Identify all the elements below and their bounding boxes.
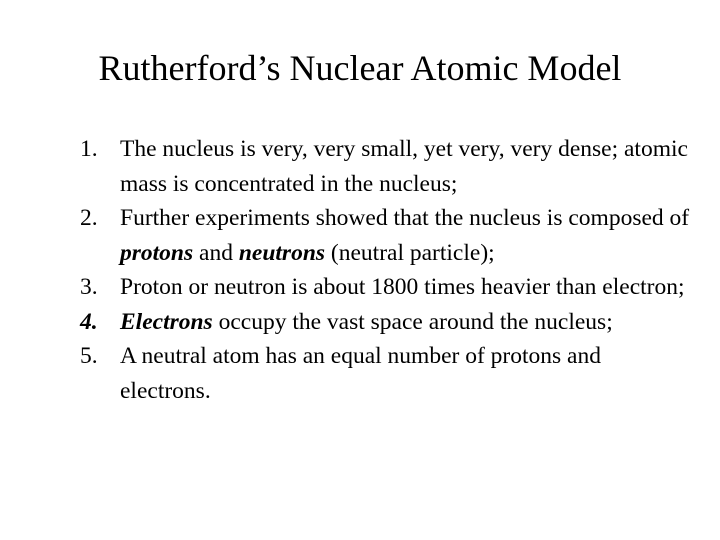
emphasis-neutrons: neutrons [238,239,326,266]
list-item [76,305,696,340]
list-item-text: occupy the vast space around the nucleus; [212,308,613,335]
list-item [76,201,696,270]
list-item-text: The nucleus is very, very small, yet very, very dense; atomic mass is concentrated in the nucleus; [120,136,688,197]
list-item-text: (neutral particle); [325,239,495,266]
emphasis-protons: protons [120,239,194,266]
list-item-text: Proton or neutron is about 1800 times heavier than electron; [120,274,685,300]
slide-title: Rutherford’s Nuclear Atomic Model [98,48,622,88]
list-item-text: and [193,239,239,266]
list-item [76,339,696,408]
list-item-text: A neutral atom has an equal number of protons and electrons. [120,343,601,404]
list-item-number: 1. [80,136,98,162]
list-item [76,270,696,305]
list-item-text: Further experiments showed that the nucleus is composed of [120,205,690,231]
bullet-list [76,132,696,408]
list-item-number: 4. [80,308,98,335]
list-item-number: 5. [80,343,98,369]
list-item-number: 2. [80,205,98,231]
list-item-number: 3. [80,274,98,300]
list-item [76,132,696,201]
emphasis-electrons: Electrons [120,308,213,335]
